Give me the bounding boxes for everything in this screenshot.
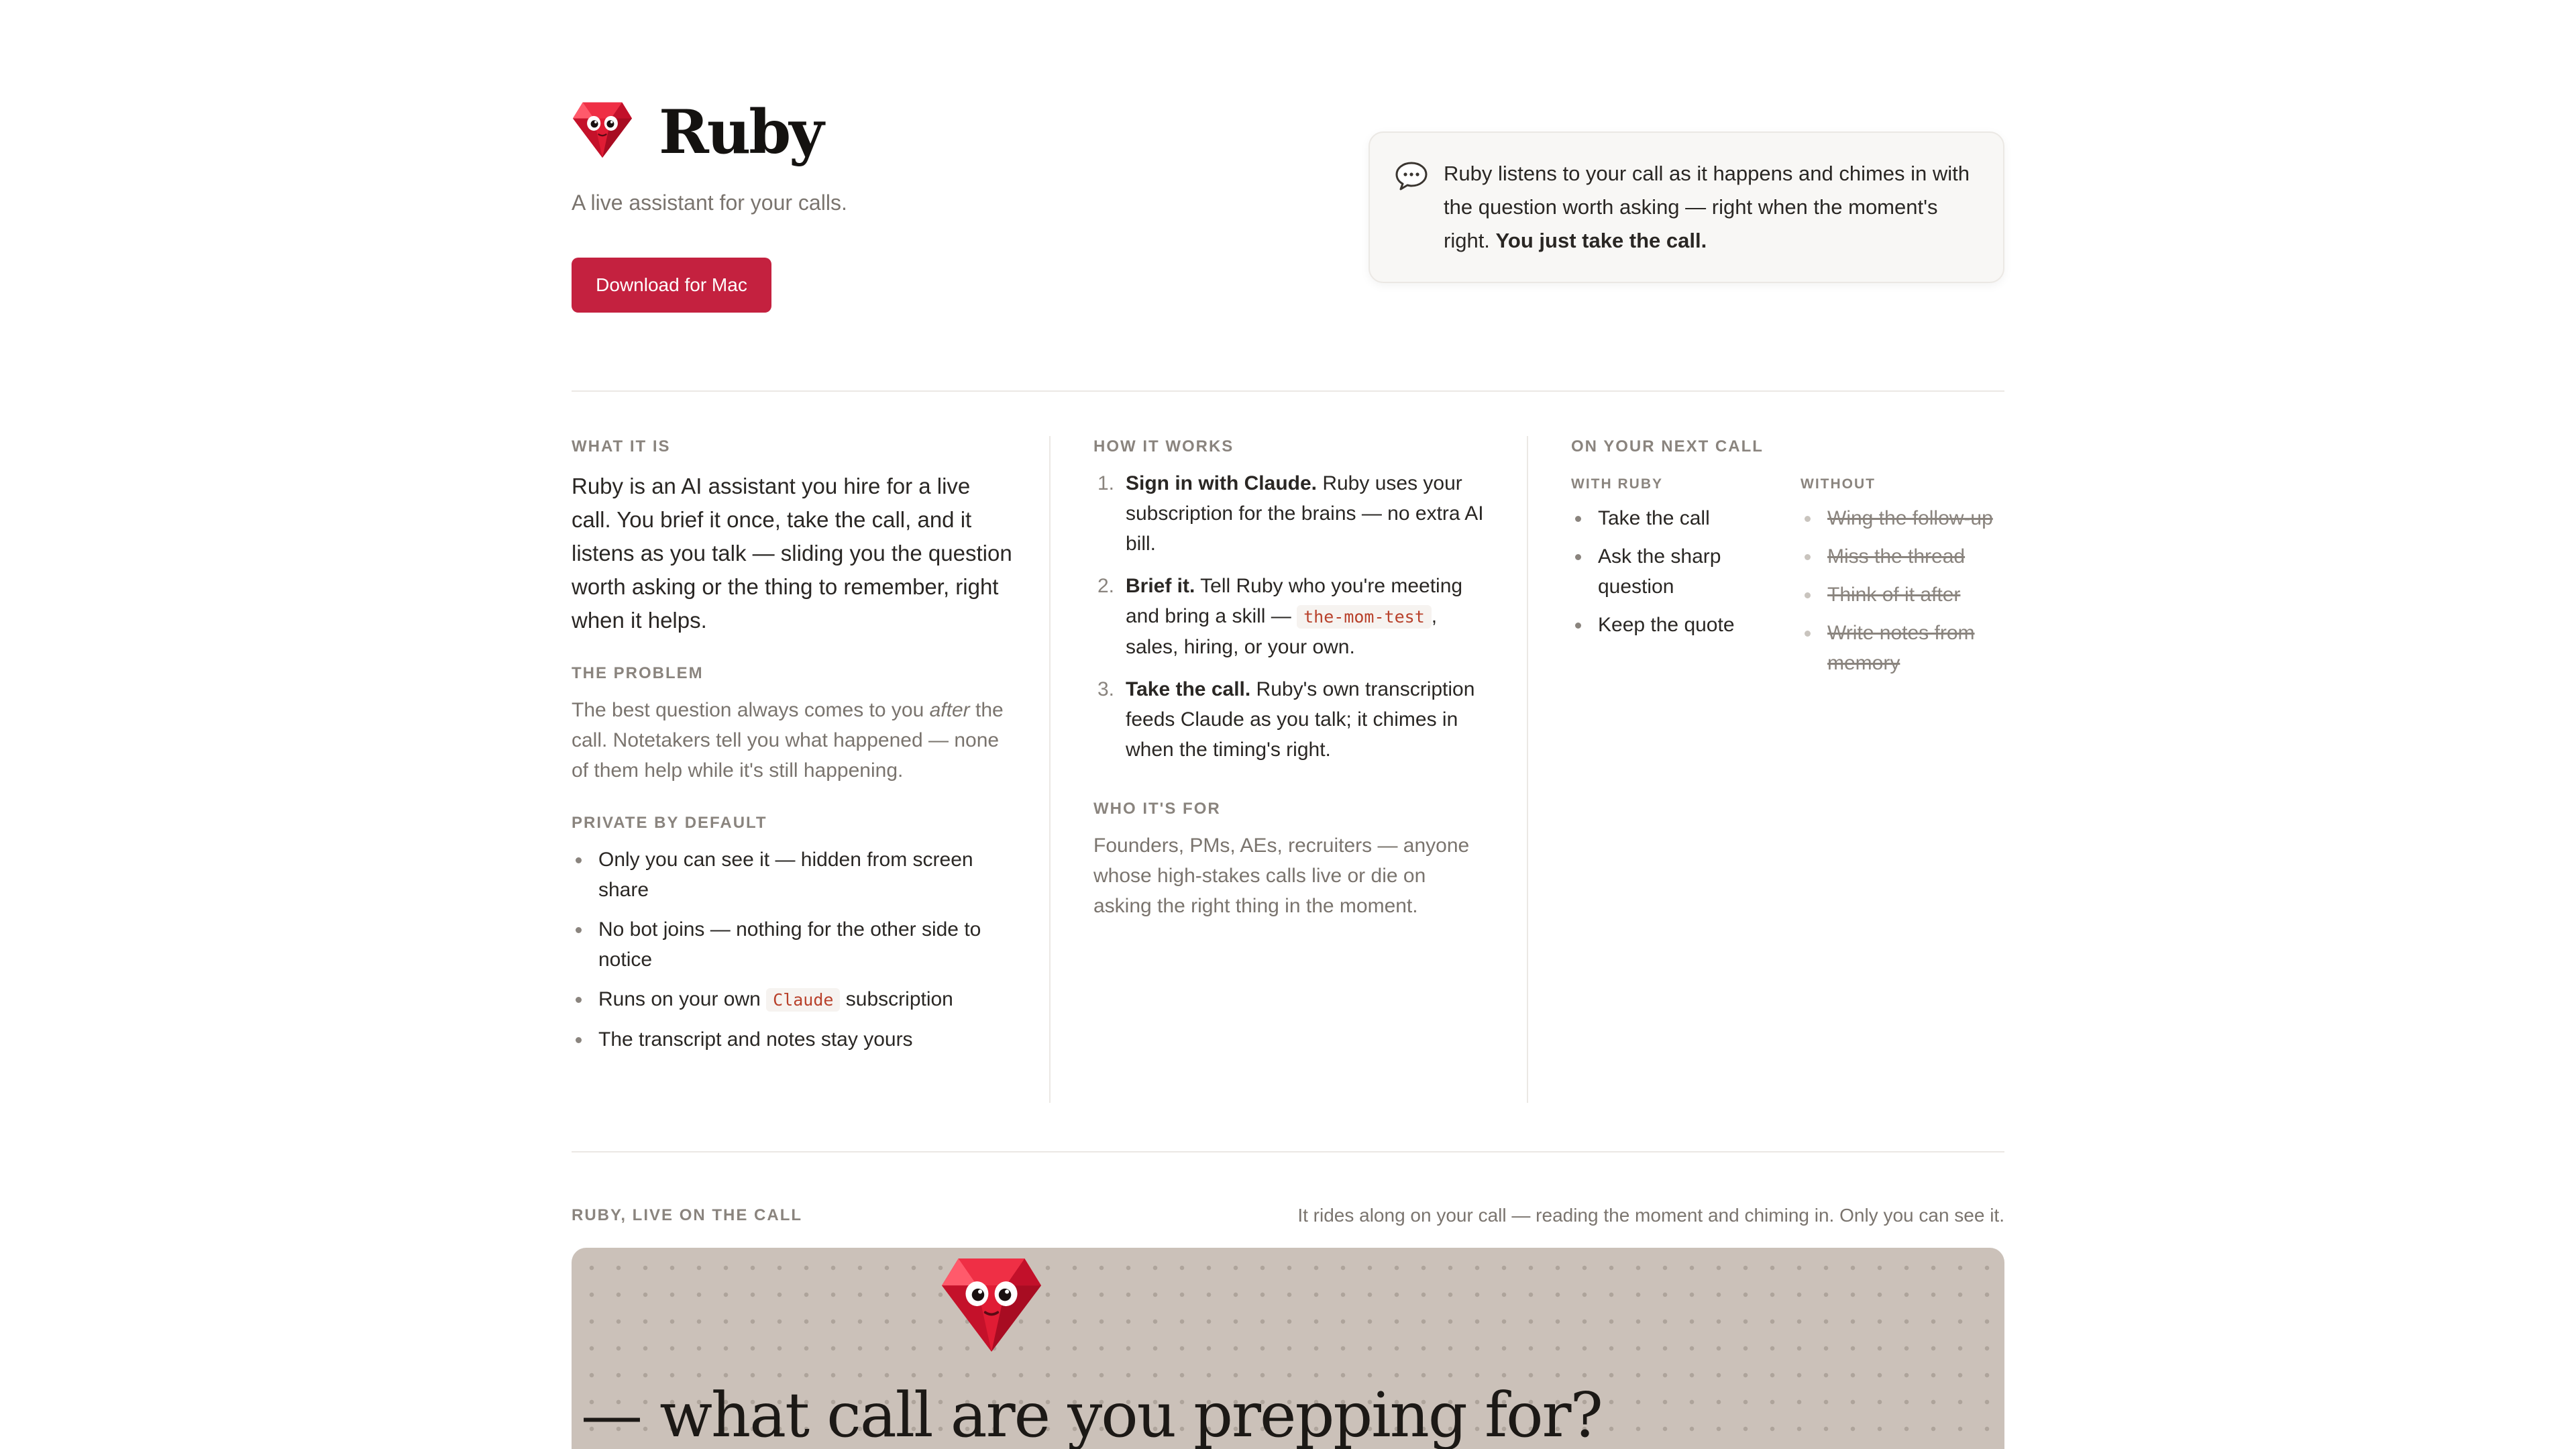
step-text-after: , sales, hiring, or your own. — [1126, 605, 1438, 658]
step-title: Take the call. — [1126, 678, 1251, 700]
problem-heading: THE PROBLEM — [572, 664, 704, 682]
step-number: 2. — [1097, 575, 1115, 597]
brand-header — [572, 97, 822, 168]
step-item — [1093, 468, 1489, 559]
intro-callout — [1368, 131, 2004, 283]
step-text: Tell Ruby who you're meeting and bring a skill — — [1126, 575, 1463, 627]
with-ruby-list — [1571, 503, 1786, 640]
ruby-gem-icon — [939, 1254, 1044, 1354]
with-ruby-column — [1571, 476, 1786, 648]
section-divider-bottom — [572, 1151, 2004, 1152]
problem-text-after: the call. Notetakers tell you what happened — none of them help while it's still happening. — [572, 699, 1004, 782]
list-item: Only you can see it — hidden from screen share — [572, 845, 1014, 905]
steps-list — [1093, 468, 1489, 765]
column-divider — [1049, 436, 1051, 1103]
problem-emphasis: after — [929, 699, 970, 721]
step-title: Sign in with Claude. — [1126, 472, 1317, 494]
callout-emphasis: You just take the call. — [1495, 229, 1707, 252]
step-text: Ruby's own transcription feeds Claude as you talk; it chimes in when the timing's right. — [1126, 678, 1475, 761]
live-demo-stage — [572, 1248, 2004, 1449]
step-number: 1. — [1097, 472, 1115, 494]
column-how-it-works — [1093, 437, 1489, 921]
runs-text-before: Runs on your own — [598, 988, 767, 1010]
problem-text-before: The best question always comes to you — [572, 699, 930, 721]
list-item — [572, 984, 1014, 1015]
list-item: Ask the sharp question — [1571, 541, 1786, 602]
what-it-is-heading: WHAT IT IS — [572, 437, 671, 455]
column-next-call — [1571, 437, 2004, 674]
runs-text-after: subscription — [840, 988, 953, 1010]
column-what-it-is — [572, 437, 1014, 1064]
step-item — [1093, 571, 1489, 662]
list-item: Miss the thread — [1801, 541, 2002, 572]
column-divider — [1527, 436, 1528, 1103]
list-item: Keep the quote — [1571, 610, 1786, 640]
list-item: Write notes from memory — [1801, 618, 2002, 678]
list-item: The transcript and notes stay yours — [572, 1024, 1014, 1055]
private-heading: PRIVATE BY DEFAULT — [572, 814, 767, 832]
live-prompt-text: — what call are you prepping for? — [581, 1379, 1602, 1449]
live-description: It rides along on your call — reading the moment and chiming in. Only you can see it. — [1297, 1205, 2004, 1226]
step-number: 3. — [1097, 678, 1115, 700]
tagline: A live assistant for your calls. — [572, 191, 847, 215]
how-it-works-heading: HOW IT WORKS — [1093, 437, 1234, 455]
without-heading: WITHOUT — [1801, 476, 1876, 492]
next-call-heading: ON YOUR NEXT CALL — [1571, 437, 1764, 455]
list-item: Think of it after — [1801, 580, 2002, 610]
list-item: Take the call — [1571, 503, 1786, 533]
speech-bubble-icon — [1394, 160, 1429, 192]
skill-code-tag: the-mom-test — [1297, 605, 1432, 629]
problem-body — [572, 695, 1014, 786]
callout-text: Ruby listens to your call as it happens and chimes in with the question worth asking — right when the moment's right. — [1444, 162, 1970, 252]
step-item — [1093, 674, 1489, 765]
download-for-mac-button[interactable]: Download for Mac — [572, 258, 771, 313]
who-its-for-heading: WHO IT'S FOR — [1093, 800, 1221, 818]
list-item: Wing the follow-up — [1801, 503, 2002, 533]
ruby-gem-icon — [572, 100, 633, 159]
with-ruby-heading: WITH RUBY — [1571, 476, 1663, 492]
claude-code-tag: Claude — [766, 988, 840, 1012]
private-list — [572, 845, 1014, 1055]
what-it-is-body: Ruby is an AI assistant you hire for a live call. You brief it once, take the call, and it listens as you talk — sliding you the question worth asking or the thing to remember, right when it helps. — [572, 474, 1012, 633]
who-its-for-body: Founders, PMs, AEs, recruiters — anyone whose high-stakes calls live or die on asking the right thing in the moment. — [1093, 835, 1470, 917]
step-title: Brief it. — [1126, 575, 1195, 597]
step-text: Ruby uses your subscription for the brains — no extra AI bill. — [1126, 472, 1484, 555]
brand-name: Ruby — [659, 97, 822, 168]
without-column — [1801, 476, 2002, 686]
without-list — [1801, 503, 2002, 678]
section-divider-top — [572, 390, 2004, 392]
list-item: No bot joins — nothing for the other side to notice — [572, 914, 1014, 975]
live-heading: RUBY, LIVE ON THE CALL — [572, 1206, 803, 1224]
